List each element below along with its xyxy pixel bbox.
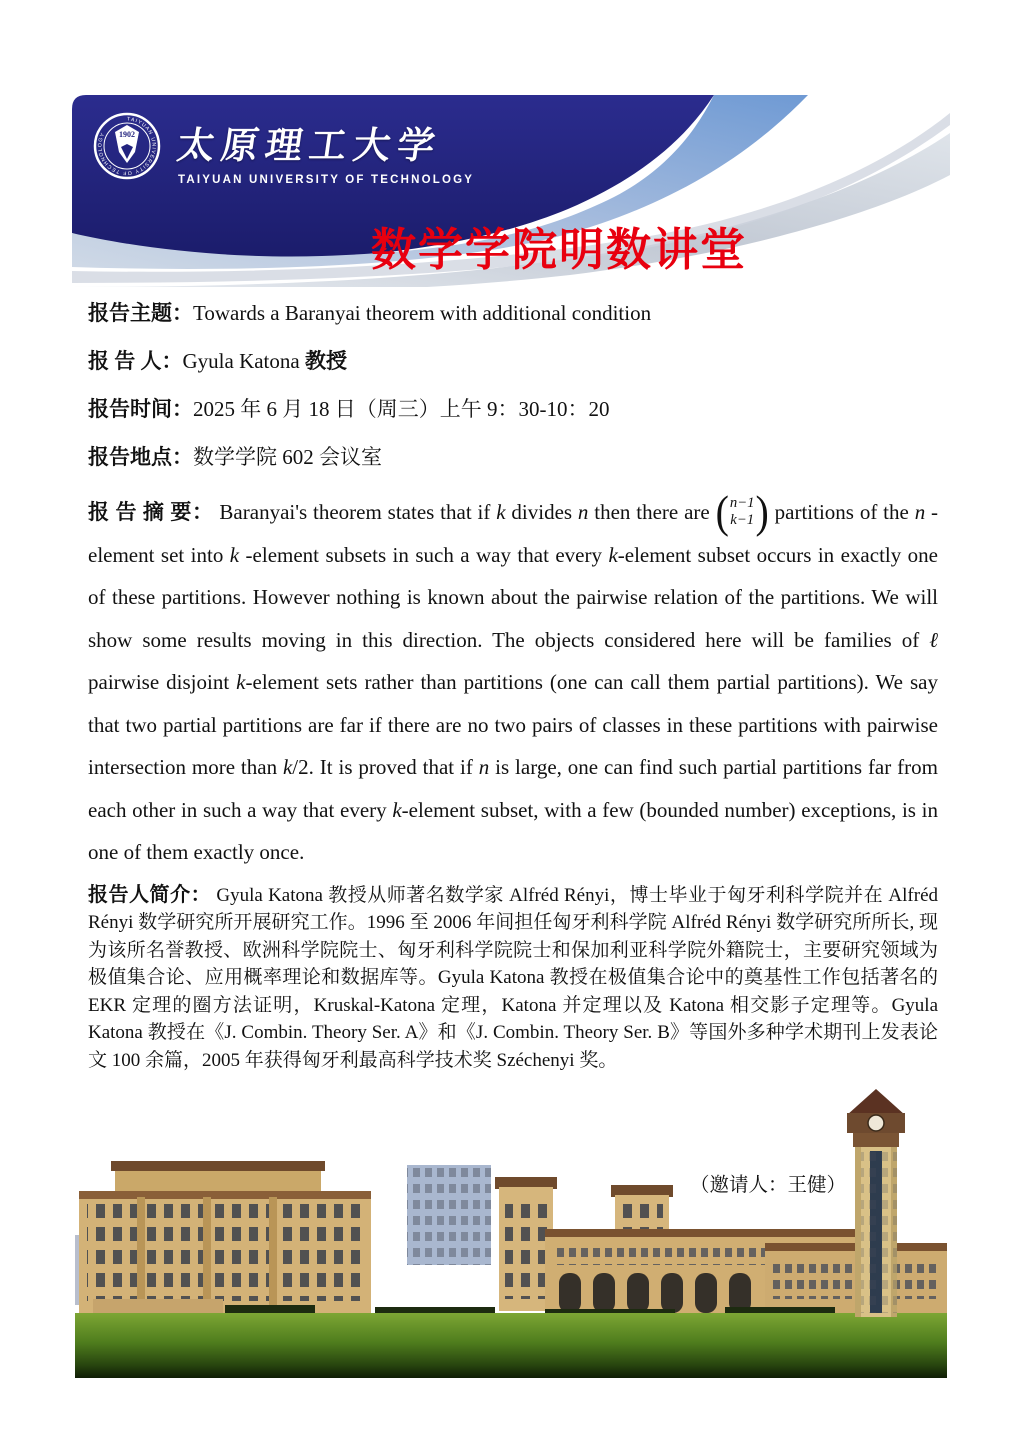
speaker-title-suffix: 教授 (304, 349, 347, 373)
university-name-cn: 太原理工大学 (174, 126, 445, 167)
bio-label: 报告人简介： (88, 883, 212, 906)
abstract-paragraph (88, 485, 939, 874)
bio-paragraph (88, 882, 938, 1075)
speaker-value: Gyula Katona (182, 349, 305, 373)
tower-clock (868, 1115, 884, 1131)
topic-value: Towards a Baranyai theorem with additional condition (193, 301, 652, 325)
detail-row-topic (88, 299, 938, 327)
time-label: 报告时间： (88, 397, 193, 421)
background-highrise (407, 1165, 491, 1265)
university-name-en: TAIYUAN UNIVERSITY OF TECHNOLOGY (178, 174, 475, 186)
clock-tower (847, 1089, 905, 1317)
binomial-coefficient: ( n−1 k−1 ) (715, 485, 769, 538)
location-value: 数学学院 602 会议室 (193, 445, 382, 469)
poster-body (88, 299, 938, 1074)
bio-text: Gyula Katona 教授从师著名数学家 Alfréd Rényi，博士毕业于匈牙利科学院并在 Alfréd Rényi 数学研究所开展研究工作。1996 至 2006 年间担任匈牙利科学院 Alfréd Rényi 数学研究所所长, 现为该所名誉教授、欧洲科学院院士、匈牙利科学院院士和保加利亚科学院外籍院士，主要研究领域为极值集合论、应用概率理论和数据库等。Gyula Katona 教授在极值集合论中的奠基性工作包括著名的 EKR 定理的圈方法证明，Kruskal-Katona 定理，Katona 并定理以及 Katona 相交影子定理等。Gyula Katona 教授在《J. Combin. Theory Ser. A》和《J. Combin. Theory Ser. B》等国外多种学术期刊上发表论文 100 余篇，2005 年获得匈牙利最高科学技术奖 Széchenyi 奖。 (88, 884, 939, 1071)
lecture-series-title: 数学学院明数讲堂 (370, 225, 747, 275)
abstract-label: 报 告 摘 要： (88, 500, 214, 524)
topic-label: 报告主题： (88, 301, 193, 325)
lawn (75, 1313, 947, 1378)
left-building (79, 1161, 371, 1315)
abstract-text-1: Baranyai's theorem states that if k divides n then there are (219, 500, 710, 524)
inviter-line: （邀请人：王健） (689, 1175, 846, 1196)
seal-ring-text: TAIYUAN UNIVERSITY OF TECHNOLOGY (97, 116, 157, 176)
university-name-block (174, 115, 475, 186)
time-value: 2025 年 6 月 18 日（周三）上午 9：30-10：20 (193, 397, 610, 421)
university-logo (92, 111, 474, 186)
university-seal (92, 111, 162, 181)
abstract-text-2: partitions of the n -element set into k -element subsets in such a way that every k-element subset occurs in exactly one of these partitions. However nothing is known about the pairwise relation of the partitions. We will show some results moving in this direction. The objects considered here will be families of ℓ pairwise disjoint k-element sets rather than partitions (one can call them partial partitions). We say that two partial partitions are far if there are no two pairs of classes in these partitions with pairwise intersection more than k/2. It is proved that if n is large, one can find such partial partitions far from each other in such a way that every k-element subset, with a few (bounded number) exceptions, is in one of them exactly once. (88, 500, 939, 864)
seal-year: 1902 (119, 130, 135, 139)
campus-photo (75, 1085, 947, 1378)
binomial-bottom: k−1 (730, 511, 755, 528)
speaker-label: 报 告 人： (88, 349, 183, 373)
detail-row-location (88, 443, 938, 471)
detail-row-time (88, 395, 938, 423)
location-label: 报告地点： (88, 445, 193, 469)
detail-row-speaker (88, 347, 938, 375)
header-banner (72, 95, 950, 287)
binomial-top: n−1 (729, 495, 755, 512)
